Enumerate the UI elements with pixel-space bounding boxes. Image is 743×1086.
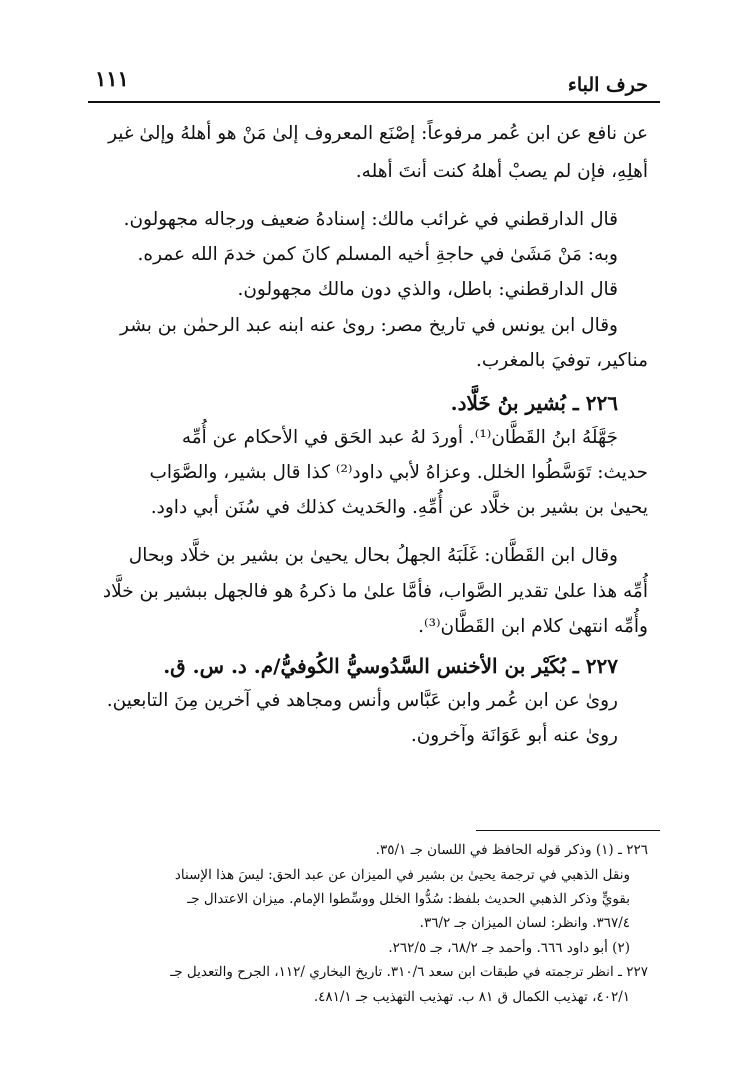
text-line: أُمِّه هذا علىٰ تقدير الصَّواب، فأمَّا علىٰ ما ذكرهُ هو فالجهل ببشير بن خلَّاد [102, 581, 648, 602]
text-line: روىٰ عن ابن عُمر وابن عَبَّاس وأنس ومجاهد في آخرين مِنَ التابعين. [106, 690, 618, 711]
footnote-line: ٢٢٦ ـ (١) وذكر قوله الحافظ في اللسان جـ ٣٥/١. [375, 842, 648, 858]
text-line: يحيىٰ بن بشير بن خلَّاد عن أُمِّهِ. والحَديث كذلك في سُنَن أبي داود. [150, 497, 648, 518]
text-line: حديث: تَوَسَّطُوا الخلل. وعزاهُ لأبي داود⁽²⁾ كذا قال بشير، والصَّوَاب [149, 462, 648, 483]
text-line: جَهَّلَهُ ابنُ القَطَّان⁽¹⁾. أوردَ لهُ عبد الحَق في الأحكام عن أُمِّه [181, 427, 618, 448]
text-line: وقال ابن يونس في تاريخ مصر: روىٰ عنه ابنه عبد الرحمٰن بن بشر [119, 315, 618, 336]
text-line: وأُمِّه انتهىٰ كلام ابن القَطَّان⁽³⁾. [418, 616, 648, 637]
page-number: ١١١ [95, 66, 129, 91]
entry-heading-227: ٢٢٧ ـ بُكَيْر بن الأخنس السَّدُوسيُّ الكُوفيُّ/م. د. س. ق. [163, 654, 618, 678]
text-line: قال الدارقطني في غرائب مالك: إسنادهُ ضعيف ورجاله مجهولون. [123, 209, 618, 230]
footnote-line: ٢٢٧ ـ انظر ترجمته في طبقات ابن سعد ٣١٠/٦. تاريخ البخاري /١١٢، الجرح والتعديل جـ [170, 964, 648, 980]
text-line: مناكير، توفيَ بالمغرب. [476, 350, 648, 371]
running-header-title: حرف الباء [567, 74, 648, 96]
text-line: وبه: مَنْ مَشَىٰ في حاجةِ أخيه المسلم كانَ كمن خدمَ الله عمره. [137, 244, 618, 265]
text-line: وقال ابن القَطَّان: غَلَبَهُ الجهلُ بحال يحيىٰ بن بشير بن خلَّاد وبحال [128, 545, 618, 566]
header-rule [88, 101, 660, 103]
text-line: روىٰ عنه أبو عَوَانَة وآخرون. [410, 725, 618, 746]
footnote-line: ٣٦٧/٤. وانظر: لسان الميزان جـ ٣٦/٢. [419, 915, 630, 931]
text-line: عن نافع عن ابن عُمر مرفوعاً: إصْنَع المعروف إلىٰ مَنْ هو أهلهُ وإلىٰ غير [108, 123, 648, 144]
footnote-line: (٢) أبو داود ٦٦٦. وأحمد جـ ٦٨/٢، جـ ٢٦٢/٥. [388, 940, 630, 956]
footnote-rule [476, 830, 660, 831]
footnote-line: ٤٠٢/١، تهذيب الكمال ق ٨١ ب. تهذيب التهذيب جـ ٤٨١/١. [313, 989, 630, 1005]
footnote-line: بقويٍّ وذكر الذهبي الحديث بلفظ: سُدُّوا الخلل ووسِّطوا الإمام. ميزان الاعتدال جـ [187, 891, 630, 907]
footnote-line: ونقل الذهبي في ترجمة يحيىٰ بن بشير في الميزان عن عبد الحق: ليسَ هذا الإسناد [174, 867, 630, 883]
text-line: قال الدارقطني: باطل، والذي دون مالك مجهولون. [237, 279, 618, 300]
entry-heading-226: ٢٢٦ ـ بُشير بنُ خَلَّاد. [450, 391, 618, 415]
text-line: أهلِهِ، فإن لم يصبْ أهلهُ كنت أنتَ أهله. [355, 161, 648, 182]
